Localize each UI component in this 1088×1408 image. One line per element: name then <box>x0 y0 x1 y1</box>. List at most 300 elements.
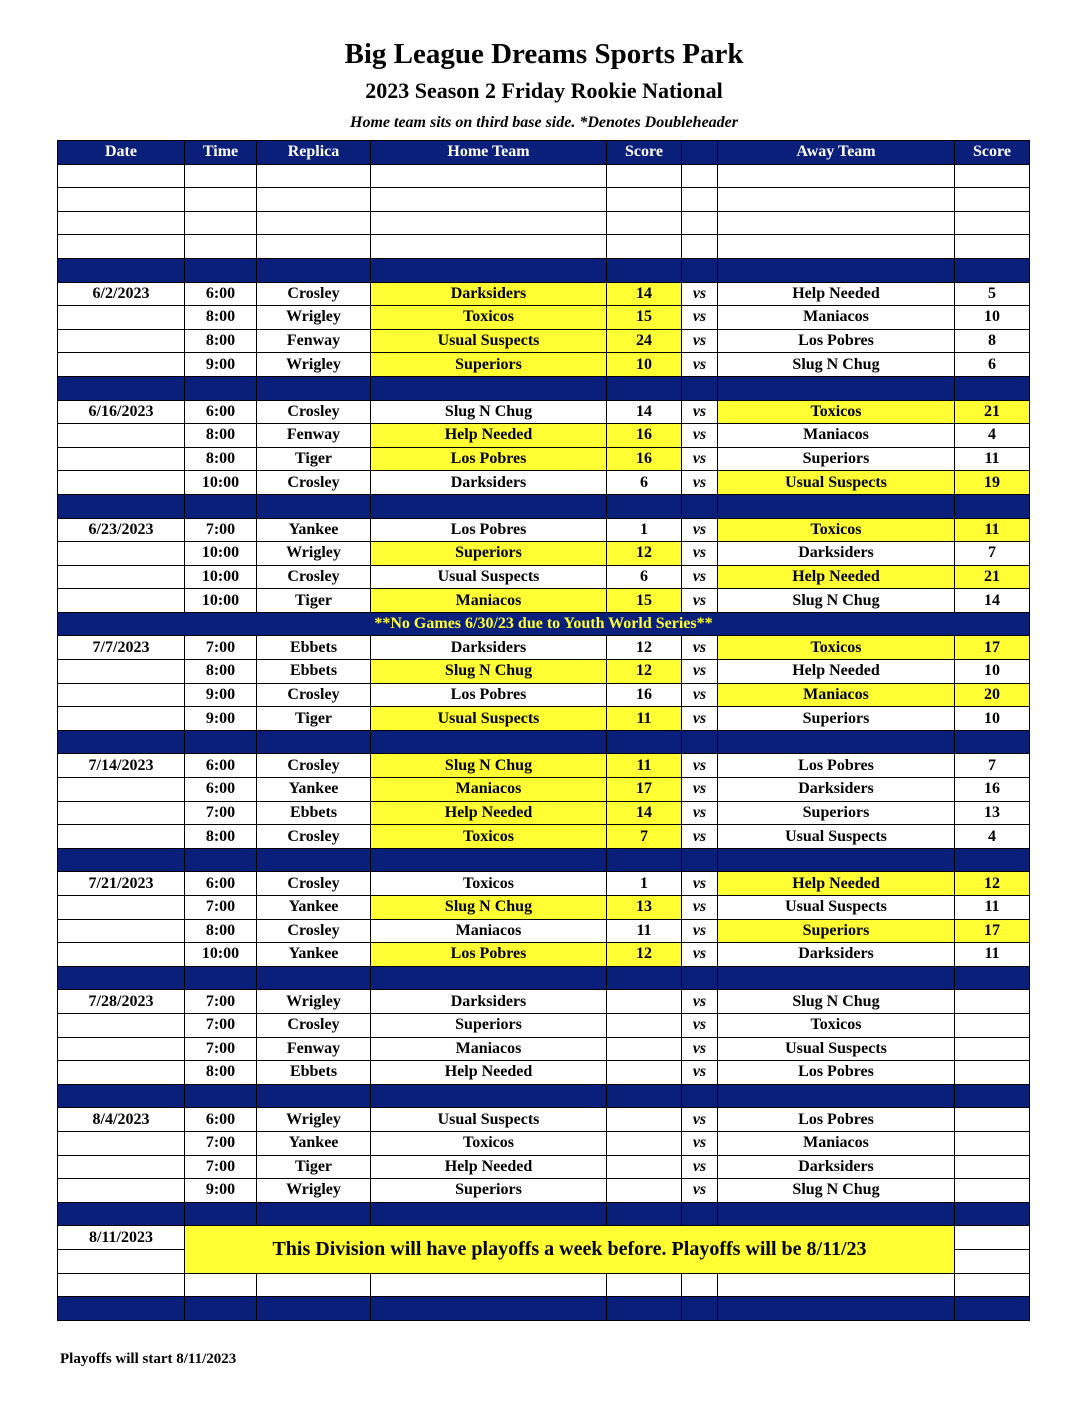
game-time: 8:00 <box>185 1061 257 1085</box>
empty-cell <box>718 258 955 282</box>
table-row <box>58 872 1030 896</box>
away-team: Help Needed <box>718 660 955 684</box>
table-row <box>58 1037 1030 1061</box>
empty-cell <box>955 1202 1030 1226</box>
empty-cell <box>718 1202 955 1226</box>
col-header-date: Date <box>58 141 185 165</box>
separator-row <box>58 376 1030 400</box>
away-team: Toxicos <box>718 636 955 660</box>
game-time: 7:00 <box>185 1013 257 1037</box>
home-score: 17 <box>607 778 682 802</box>
notice-text: **No Games 6/30/23 due to Youth World Series** <box>58 612 1030 636</box>
game-field: Wrigley <box>257 542 371 566</box>
empty-cell <box>682 848 718 872</box>
home-team: Darksiders <box>371 990 607 1014</box>
home-team: Darksiders <box>371 471 607 495</box>
empty-cell <box>607 730 682 754</box>
away-team: Superiors <box>718 447 955 471</box>
game-field: Ebbets <box>257 1061 371 1085</box>
empty-cell <box>257 235 371 259</box>
game-field: Ebbets <box>257 801 371 825</box>
empty-cell <box>718 1273 955 1297</box>
game-field: Crosley <box>257 919 371 943</box>
empty-cell <box>58 235 185 259</box>
game-field: Crosley <box>257 565 371 589</box>
home-score: 11 <box>607 707 682 731</box>
game-field: Fenway <box>257 329 371 353</box>
vs-label: vs <box>682 1061 718 1085</box>
table-row <box>58 1155 1030 1179</box>
col-header-away-score: Score <box>955 141 1030 165</box>
table-row <box>58 778 1030 802</box>
home-score <box>607 990 682 1014</box>
table-row <box>58 825 1030 849</box>
home-score: 1 <box>607 518 682 542</box>
home-score <box>607 1179 682 1203</box>
home-team: Darksiders <box>371 636 607 660</box>
col-header-replica: Replica <box>257 141 371 165</box>
blank-row <box>58 1273 1030 1297</box>
game-time: 6:00 <box>185 282 257 306</box>
empty-cell <box>718 211 955 235</box>
away-team: Darksiders <box>718 778 955 802</box>
home-score: 10 <box>607 353 682 377</box>
away-score: 21 <box>955 565 1030 589</box>
game-date <box>58 1013 185 1037</box>
header-note: Home team sits on third base side. *Denotes Doubleheader <box>350 114 738 131</box>
away-team: Superiors <box>718 801 955 825</box>
vs-label: vs <box>682 636 718 660</box>
table-row <box>58 896 1030 920</box>
home-team: Maniacos <box>371 1037 607 1061</box>
game-time: 6:00 <box>185 400 257 424</box>
home-team: Los Pobres <box>371 683 607 707</box>
empty-cell <box>257 188 371 212</box>
empty-cell <box>185 211 257 235</box>
empty-cell <box>607 376 682 400</box>
home-score: 1 <box>607 872 682 896</box>
away-team: Los Pobres <box>718 754 955 778</box>
empty-cell <box>718 1084 955 1108</box>
away-team: Help Needed <box>718 565 955 589</box>
game-field: Ebbets <box>257 636 371 660</box>
empty-cell <box>682 1084 718 1108</box>
empty-cell <box>607 1084 682 1108</box>
empty-cell <box>718 1297 955 1321</box>
away-score: 10 <box>955 306 1030 330</box>
home-team: Help Needed <box>371 801 607 825</box>
empty-cell <box>371 376 607 400</box>
empty-cell <box>257 211 371 235</box>
away-score <box>955 990 1030 1014</box>
game-time: 8:00 <box>185 660 257 684</box>
game-time: 8:00 <box>185 424 257 448</box>
empty-cell <box>257 376 371 400</box>
empty-cell <box>58 258 185 282</box>
home-score: 12 <box>607 636 682 660</box>
vs-label: vs <box>682 1155 718 1179</box>
home-score <box>607 1108 682 1132</box>
game-date <box>58 424 185 448</box>
away-score: 8 <box>955 329 1030 353</box>
home-score: 12 <box>607 943 682 967</box>
game-field: Crosley <box>257 471 371 495</box>
table-row <box>58 1131 1030 1155</box>
home-team: Toxicos <box>371 1131 607 1155</box>
game-time: 8:00 <box>185 919 257 943</box>
table-row <box>58 943 1030 967</box>
game-field: Yankee <box>257 1131 371 1155</box>
home-score: 15 <box>607 306 682 330</box>
empty-cell <box>185 376 257 400</box>
empty-cell <box>185 188 257 212</box>
empty-cell <box>955 376 1030 400</box>
home-score: 15 <box>607 589 682 613</box>
blank-row <box>58 211 1030 235</box>
empty-cell <box>371 235 607 259</box>
table-row <box>58 919 1030 943</box>
home-score: 6 <box>607 565 682 589</box>
away-team: Maniacos <box>718 306 955 330</box>
away-score: 11 <box>955 943 1030 967</box>
empty-cell <box>718 235 955 259</box>
empty-cell <box>955 188 1030 212</box>
away-team: Help Needed <box>718 872 955 896</box>
game-time: 9:00 <box>185 683 257 707</box>
vs-label: vs <box>682 353 718 377</box>
home-team: Usual Suspects <box>371 707 607 731</box>
empty-cell <box>682 164 718 188</box>
empty-cell <box>955 730 1030 754</box>
home-team: Maniacos <box>371 778 607 802</box>
home-score <box>607 1061 682 1085</box>
away-team: Toxicos <box>718 518 955 542</box>
away-score: 7 <box>955 542 1030 566</box>
home-score <box>607 1155 682 1179</box>
home-score: 12 <box>607 660 682 684</box>
empty-cell <box>955 235 1030 259</box>
page-subtitle: 2023 Season 2 Friday Rookie National <box>365 78 723 103</box>
separator-row <box>58 1202 1030 1226</box>
game-field: Tiger <box>257 1155 371 1179</box>
game-date <box>58 683 185 707</box>
empty-cell <box>607 1202 682 1226</box>
away-score <box>955 1131 1030 1155</box>
away-team: Superiors <box>718 707 955 731</box>
game-time: 10:00 <box>185 471 257 495</box>
game-time: 7:00 <box>185 801 257 825</box>
home-score: 16 <box>607 424 682 448</box>
col-header-vs <box>682 141 718 165</box>
empty-cell <box>607 1273 682 1297</box>
away-team: Usual Suspects <box>718 896 955 920</box>
away-team: Usual Suspects <box>718 471 955 495</box>
game-time: 10:00 <box>185 565 257 589</box>
game-time: 7:00 <box>185 1037 257 1061</box>
col-header-home-team: Home Team <box>371 141 607 165</box>
playoff-row <box>58 1226 1030 1250</box>
empty-cell <box>185 235 257 259</box>
table-row <box>58 400 1030 424</box>
game-time: 7:00 <box>185 636 257 660</box>
game-time: 8:00 <box>185 329 257 353</box>
empty-cell <box>185 848 257 872</box>
empty-cell <box>607 966 682 990</box>
empty-cell <box>371 1297 607 1321</box>
vs-label: vs <box>682 943 718 967</box>
empty-cell <box>371 164 607 188</box>
empty-cell <box>682 966 718 990</box>
table-row <box>58 589 1030 613</box>
game-time: 10:00 <box>185 542 257 566</box>
vs-label: vs <box>682 825 718 849</box>
game-date <box>58 542 185 566</box>
home-team: Superiors <box>371 1013 607 1037</box>
empty-cell <box>257 494 371 518</box>
away-score: 10 <box>955 660 1030 684</box>
empty-cell <box>682 730 718 754</box>
game-field: Crosley <box>257 282 371 306</box>
away-team: Slug N Chug <box>718 353 955 377</box>
game-date <box>58 1179 185 1203</box>
col-header-time: Time <box>185 141 257 165</box>
table-row <box>58 565 1030 589</box>
separator-row <box>58 1297 1030 1321</box>
table-row <box>58 1013 1030 1037</box>
empty-cell <box>257 966 371 990</box>
game-date <box>58 353 185 377</box>
empty-cell <box>58 494 185 518</box>
empty-cell <box>58 1084 185 1108</box>
game-date <box>58 896 185 920</box>
game-field: Fenway <box>257 424 371 448</box>
away-score: 19 <box>955 471 1030 495</box>
table-header-row <box>58 141 1030 165</box>
vs-label: vs <box>682 872 718 896</box>
vs-label: vs <box>682 1108 718 1132</box>
empty-cell <box>185 1273 257 1297</box>
empty-cell <box>718 376 955 400</box>
away-score <box>955 1155 1030 1179</box>
game-field: Wrigley <box>257 1179 371 1203</box>
empty-cell <box>955 966 1030 990</box>
home-score: 6 <box>607 471 682 495</box>
vs-label: vs <box>682 683 718 707</box>
home-team: Maniacos <box>371 919 607 943</box>
game-date <box>58 471 185 495</box>
game-date <box>58 707 185 731</box>
game-date: 6/16/2023 <box>58 400 185 424</box>
empty-cell <box>185 1202 257 1226</box>
game-time: 6:00 <box>185 1108 257 1132</box>
vs-label: vs <box>682 471 718 495</box>
game-date <box>58 778 185 802</box>
home-team: Help Needed <box>371 424 607 448</box>
empty-cell <box>607 235 682 259</box>
away-team: Darksiders <box>718 542 955 566</box>
empty-cell <box>682 1202 718 1226</box>
vs-label: vs <box>682 919 718 943</box>
empty-cell <box>371 188 607 212</box>
home-score: 11 <box>607 754 682 778</box>
separator-row <box>58 258 1030 282</box>
home-team: Slug N Chug <box>371 896 607 920</box>
away-team: Maniacos <box>718 424 955 448</box>
home-score: 24 <box>607 329 682 353</box>
home-team: Los Pobres <box>371 447 607 471</box>
away-score: 14 <box>955 589 1030 613</box>
empty-cell <box>58 1249 185 1273</box>
game-date <box>58 1155 185 1179</box>
empty-cell <box>607 258 682 282</box>
empty-cell <box>718 730 955 754</box>
empty-cell <box>58 1202 185 1226</box>
empty-cell <box>718 494 955 518</box>
empty-cell <box>955 211 1030 235</box>
game-time: 7:00 <box>185 1155 257 1179</box>
game-date <box>58 919 185 943</box>
away-score: 11 <box>955 896 1030 920</box>
away-score: 11 <box>955 518 1030 542</box>
game-time: 8:00 <box>185 447 257 471</box>
game-field: Yankee <box>257 943 371 967</box>
vs-label: vs <box>682 424 718 448</box>
table-row <box>58 754 1030 778</box>
playoff-banner: This Division will have playoffs a week before. Playoffs will be 8/11/23 <box>185 1226 955 1273</box>
home-score <box>607 1131 682 1155</box>
table-row <box>58 353 1030 377</box>
table-row <box>58 306 1030 330</box>
empty-cell <box>682 258 718 282</box>
away-score: 7 <box>955 754 1030 778</box>
empty-cell <box>607 164 682 188</box>
away-score: 4 <box>955 424 1030 448</box>
vs-label: vs <box>682 282 718 306</box>
game-field: Crosley <box>257 683 371 707</box>
away-team: Maniacos <box>718 1131 955 1155</box>
home-team: Toxicos <box>371 306 607 330</box>
empty-cell <box>185 1297 257 1321</box>
empty-cell <box>371 730 607 754</box>
away-score: 21 <box>955 400 1030 424</box>
home-score: 14 <box>607 282 682 306</box>
empty-cell <box>955 848 1030 872</box>
empty-cell <box>58 1297 185 1321</box>
game-time: 10:00 <box>185 589 257 613</box>
empty-cell <box>257 1297 371 1321</box>
game-time: 9:00 <box>185 353 257 377</box>
empty-cell <box>955 1249 1030 1273</box>
away-score <box>955 1108 1030 1132</box>
empty-cell <box>955 494 1030 518</box>
empty-cell <box>257 1084 371 1108</box>
empty-cell <box>58 164 185 188</box>
table-row <box>58 447 1030 471</box>
empty-cell <box>185 164 257 188</box>
separator-row <box>58 494 1030 518</box>
game-field: Yankee <box>257 518 371 542</box>
home-score <box>607 1013 682 1037</box>
table-row <box>58 990 1030 1014</box>
home-score: 14 <box>607 801 682 825</box>
empty-cell <box>371 211 607 235</box>
blank-row <box>58 235 1030 259</box>
empty-cell <box>718 188 955 212</box>
away-team: Maniacos <box>718 683 955 707</box>
empty-cell <box>682 1273 718 1297</box>
empty-cell <box>607 188 682 212</box>
empty-cell <box>371 1084 607 1108</box>
game-time: 7:00 <box>185 518 257 542</box>
home-team: Slug N Chug <box>371 400 607 424</box>
empty-cell <box>257 848 371 872</box>
empty-cell <box>371 258 607 282</box>
empty-cell <box>257 258 371 282</box>
empty-cell <box>257 164 371 188</box>
empty-cell <box>955 258 1030 282</box>
away-score: 17 <box>955 636 1030 660</box>
game-date <box>58 329 185 353</box>
game-date <box>58 825 185 849</box>
home-team: Toxicos <box>371 872 607 896</box>
game-field: Fenway <box>257 1037 371 1061</box>
home-score: 11 <box>607 919 682 943</box>
home-team: Usual Suspects <box>371 1108 607 1132</box>
table-row <box>58 282 1030 306</box>
game-time: 9:00 <box>185 1179 257 1203</box>
vs-label: vs <box>682 400 718 424</box>
away-score: 17 <box>955 919 1030 943</box>
away-score <box>955 1013 1030 1037</box>
empty-cell <box>185 494 257 518</box>
game-date <box>58 943 185 967</box>
empty-cell <box>58 211 185 235</box>
empty-cell <box>682 494 718 518</box>
home-team: Usual Suspects <box>371 329 607 353</box>
table-row <box>58 542 1030 566</box>
empty-cell <box>371 848 607 872</box>
empty-cell <box>607 1297 682 1321</box>
away-score: 13 <box>955 801 1030 825</box>
game-date <box>58 447 185 471</box>
away-score <box>955 1179 1030 1203</box>
game-field: Yankee <box>257 896 371 920</box>
game-date: 7/28/2023 <box>58 990 185 1014</box>
game-date <box>58 1037 185 1061</box>
vs-label: vs <box>682 990 718 1014</box>
schedule-table <box>57 140 1030 1321</box>
table-row <box>58 1061 1030 1085</box>
game-field: Crosley <box>257 872 371 896</box>
table-row <box>58 683 1030 707</box>
vs-label: vs <box>682 801 718 825</box>
blank-row <box>58 188 1030 212</box>
empty-cell <box>955 164 1030 188</box>
home-team: Superiors <box>371 353 607 377</box>
table-row <box>58 1179 1030 1203</box>
away-score: 6 <box>955 353 1030 377</box>
home-team: Superiors <box>371 1179 607 1203</box>
vs-label: vs <box>682 329 718 353</box>
game-date: 7/14/2023 <box>58 754 185 778</box>
game-field: Crosley <box>257 754 371 778</box>
empty-cell <box>185 730 257 754</box>
empty-cell <box>682 211 718 235</box>
empty-cell <box>257 1202 371 1226</box>
game-time: 8:00 <box>185 306 257 330</box>
home-team: Slug N Chug <box>371 660 607 684</box>
empty-cell <box>185 1084 257 1108</box>
